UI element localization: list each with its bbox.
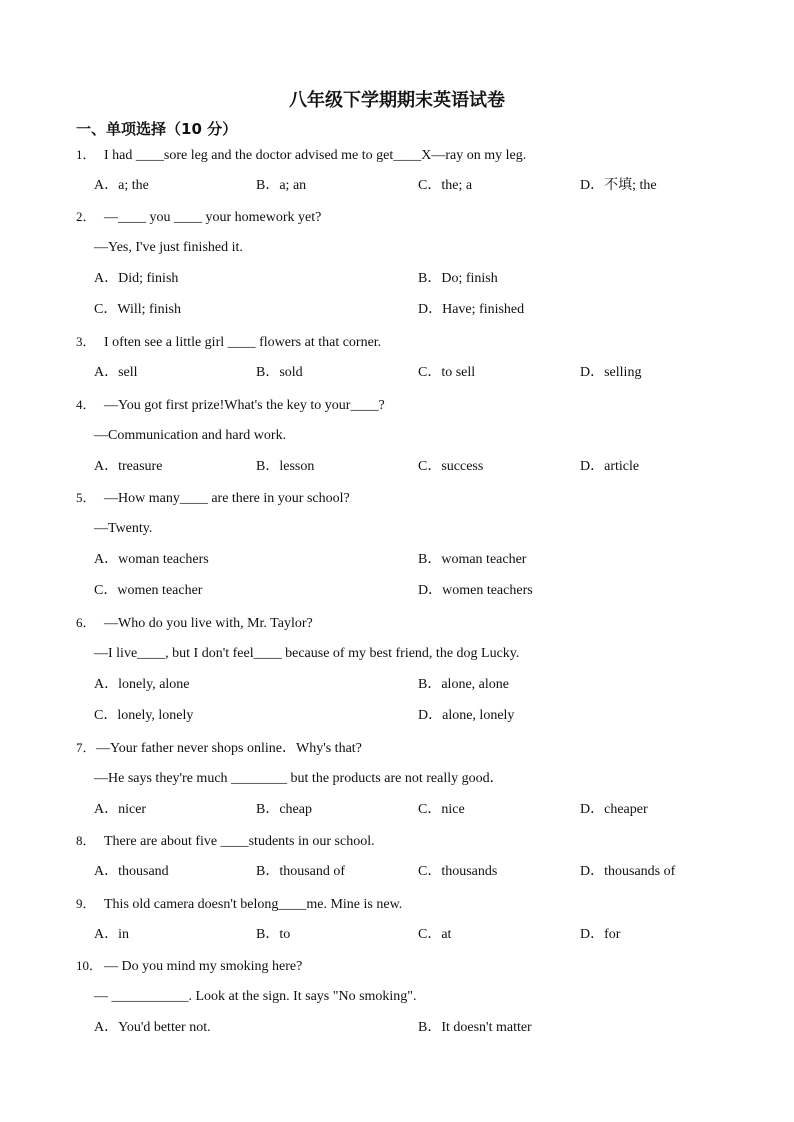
question-4 bbox=[76, 396, 385, 415]
question-number: 7． bbox=[76, 740, 96, 755]
question-stem: — Do you mind my smoking here? bbox=[104, 959, 303, 974]
dialog-line: —Twenty. bbox=[94, 521, 153, 536]
option-a: A．in bbox=[94, 927, 129, 942]
option-d: D．不填; the bbox=[580, 178, 657, 193]
question-2 bbox=[76, 208, 321, 227]
question-5 bbox=[76, 489, 350, 508]
option-c: C．lonely, lonely bbox=[94, 708, 194, 723]
option-c: C．women teacher bbox=[94, 583, 203, 598]
dialog-line: —Yes, I've just finished it. bbox=[94, 240, 243, 255]
option-a: A．sell bbox=[94, 365, 138, 380]
option-c: C．at bbox=[418, 927, 452, 942]
option-b: B．sold bbox=[256, 365, 303, 380]
question-stem: I often see a little girl ____ flowers at that corner. bbox=[104, 335, 382, 350]
option-a: A．Did; finish bbox=[94, 271, 179, 286]
option-a: A．treasure bbox=[94, 459, 163, 474]
question-stem: There are about five ____students in our school. bbox=[104, 834, 375, 849]
question-number: 8． bbox=[76, 833, 96, 848]
question-stem: I had ____sore leg and the doctor advised me to get____X—ray on my leg. bbox=[104, 148, 527, 163]
option-a: A．lonely, alone bbox=[94, 677, 190, 692]
section-heading: 一、单项选择（10 分） bbox=[76, 120, 238, 138]
question-6 bbox=[76, 614, 313, 633]
option-a: A．nicer bbox=[94, 802, 147, 817]
question-number: 2． bbox=[76, 209, 96, 224]
question-stem: This old camera doesn't belong____me. Mine is new. bbox=[104, 897, 403, 912]
option-c: C．the; a bbox=[418, 178, 473, 193]
option-d: D．women teachers bbox=[418, 583, 533, 598]
option-d: D．alone, lonely bbox=[418, 708, 515, 723]
option-d: D．cheaper bbox=[580, 802, 648, 817]
question-number: 1． bbox=[76, 147, 96, 162]
option-c: C．thousands bbox=[418, 864, 498, 879]
option-b: B．Do; finish bbox=[418, 271, 498, 286]
question-1 bbox=[76, 146, 526, 165]
option-d: D．for bbox=[580, 927, 621, 942]
option-d: D．thousands of bbox=[580, 864, 676, 879]
dialog-line: —He says they're much ________ but the products are not really good． bbox=[94, 771, 504, 786]
question-8 bbox=[76, 832, 375, 851]
option-b: B．to bbox=[256, 927, 291, 942]
question-stem: —____ you ____ your homework yet? bbox=[104, 210, 322, 225]
question-number: 6． bbox=[76, 615, 96, 630]
option-c: C．success bbox=[418, 459, 484, 474]
option-b: B．woman teacher bbox=[418, 552, 527, 567]
question-number: 9． bbox=[76, 896, 96, 911]
option-c: C．to sell bbox=[418, 365, 476, 380]
option-a: A．You'd better not. bbox=[94, 1020, 211, 1035]
question-number: 5． bbox=[76, 490, 96, 505]
dialog-line: —I live____, but I don't feel____ because of my best friend, the dog Lucky. bbox=[94, 646, 520, 661]
question-9 bbox=[76, 895, 402, 914]
question-number: 3． bbox=[76, 334, 96, 349]
dialog-line: —Communication and hard work. bbox=[94, 428, 287, 443]
dialog-line: — ___________. Look at the sign. It says "No smoking". bbox=[94, 989, 417, 1004]
option-a: A．a; the bbox=[94, 178, 149, 193]
option-c: C．nice bbox=[418, 802, 465, 817]
question-number: 4． bbox=[76, 397, 96, 412]
option-b: B．a; an bbox=[256, 178, 307, 193]
question-stem: —You got first prize!What's the key to your____? bbox=[104, 398, 385, 413]
page-title: 八年级下学期期末英语试卷 bbox=[289, 90, 505, 111]
question-stem: —How many____ are there in your school? bbox=[104, 491, 350, 506]
option-b: B．cheap bbox=[256, 802, 312, 817]
option-c: C．Will; finish bbox=[94, 302, 181, 317]
question-3 bbox=[76, 333, 381, 352]
option-d: D．Have; finished bbox=[418, 302, 525, 317]
option-a: A．woman teachers bbox=[94, 552, 209, 567]
option-d: D．article bbox=[580, 459, 640, 474]
option-b: B．It doesn't matter bbox=[418, 1020, 532, 1035]
option-a: A．thousand bbox=[94, 864, 169, 879]
question-7 bbox=[76, 739, 362, 758]
option-b: B．thousand of bbox=[256, 864, 346, 879]
option-d: D．selling bbox=[580, 365, 642, 380]
question-10 bbox=[76, 957, 302, 976]
option-b: B．alone, alone bbox=[418, 677, 509, 692]
question-stem: —Who do you live with, Mr. Taylor? bbox=[104, 616, 313, 631]
option-b: B．lesson bbox=[256, 459, 315, 474]
question-stem: —Your father never shops online．Why's that? bbox=[96, 741, 362, 756]
question-number: 10． bbox=[76, 958, 103, 973]
